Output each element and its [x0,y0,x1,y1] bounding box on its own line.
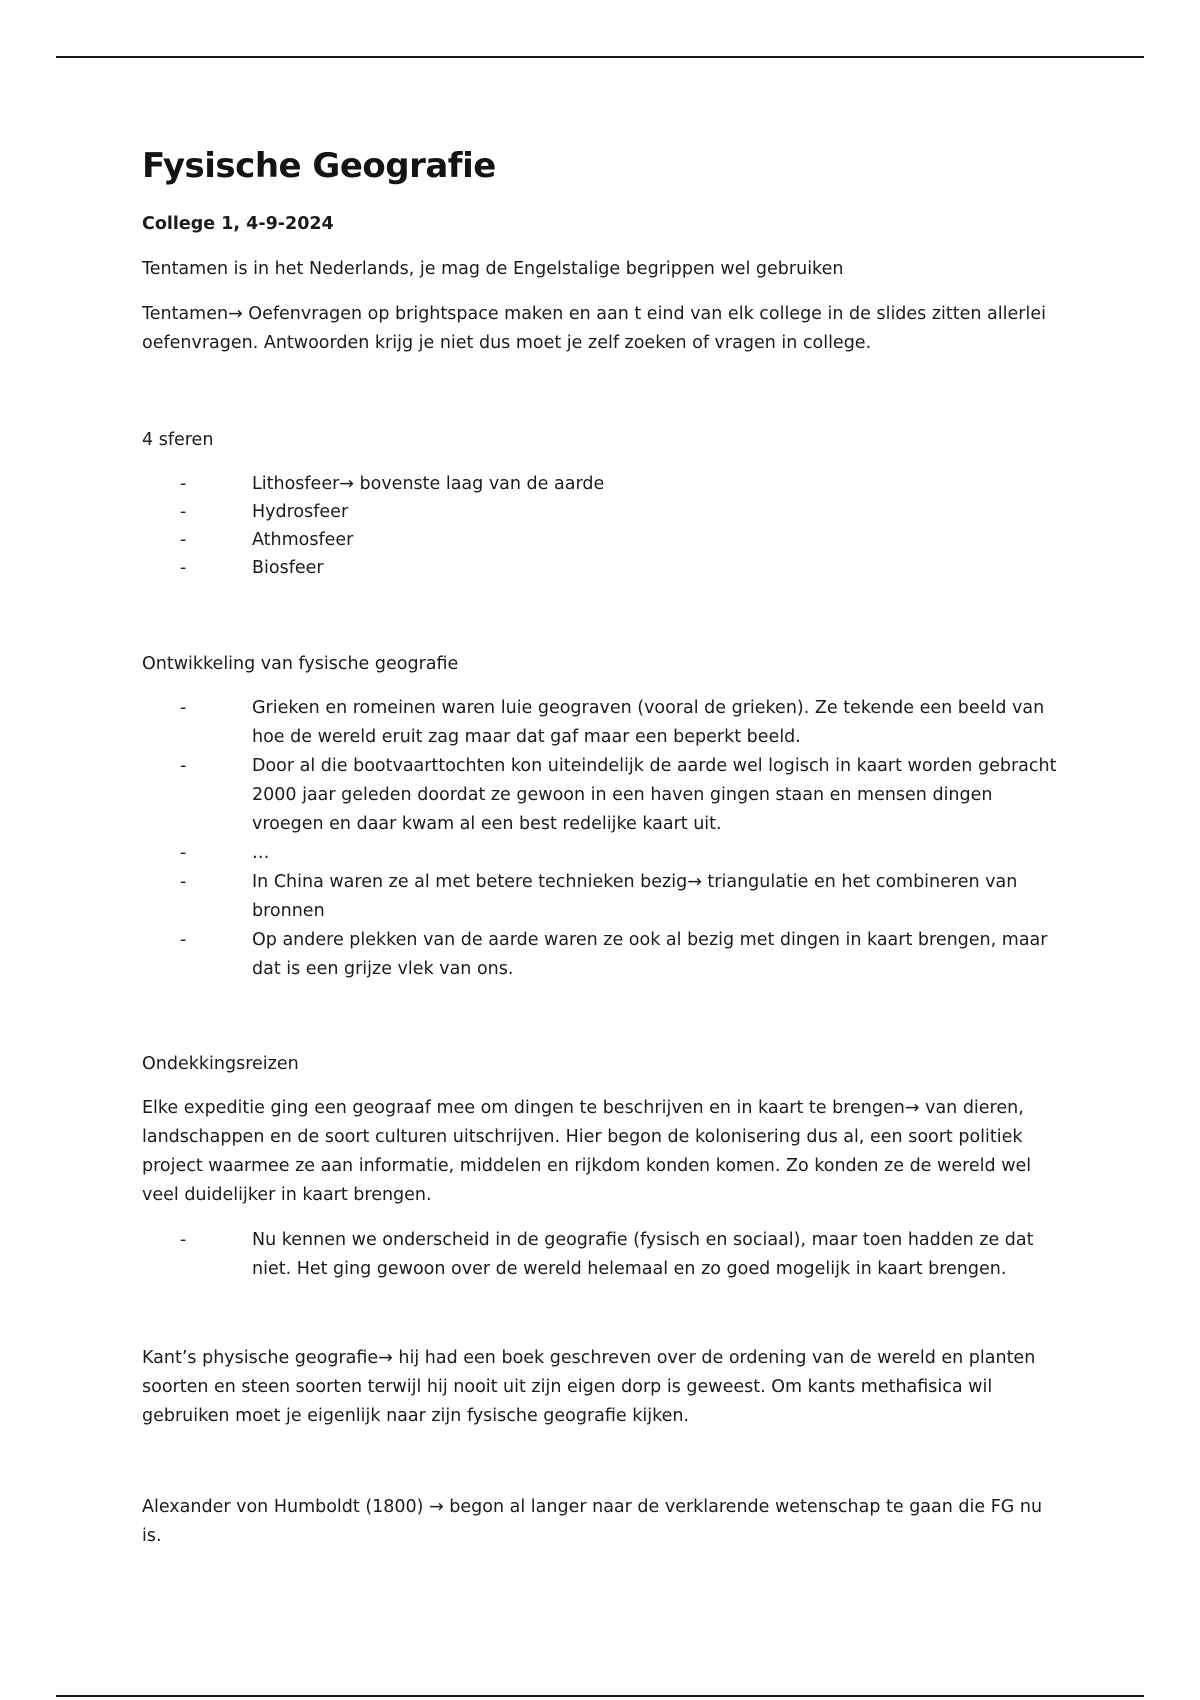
paragraph-humboldt: Alexander von Humboldt (1800) → begon al langer naar de verklarende wetenschap te gaan die FG nu is. [142,1497,1043,1546]
footer-rule [56,1695,1144,1697]
section-heading-sferen: 4 sferen [142,430,214,450]
paragraph-kant: Kant’s physische geografie→ hij had een boek geschreven over de ordening van de wereld en planten soorten en steen soorten terwijl hij nooit uit zijn eigen dorp is geweest. Om kants methafisica wil gebruiken moet je eigenlijk naar zijn fysische geografie kijken. [142,1348,1036,1426]
college-subtitle: College 1, 4-9-2024 [142,214,334,234]
paragraph-tentamen-practice: Tentamen→ Oefenvragen op brightspace maken en aan t eind van elk college in de slides zitten allerlei oefenvragen. Antwoorden krijg je niet dus moet je zelf zoeken of vragen in college. [142,304,1046,353]
section-heading-ontdekking: Ondekkingsreizen [142,1054,299,1074]
header-rule [56,56,1144,58]
paragraph-tentamen-language: Tentamen is in het Nederlands, je mag de Engelstalige begrippen wel gebruiken [142,259,844,279]
page-title: Fysische Geografie [142,146,496,186]
section-heading-ontwikkeling: Ontwikkeling van fysische geografie [142,654,459,674]
paragraph-ontdekking: Elke expeditie ging een geograaf mee om dingen te beschrijven en in kaart te brengen→ van dieren, landschappen en de soort culturen uitschrijven. Hier begon de kolonisering dus al, een soort politiek project waarmee ze aan informatie, middelen en rijkdom konden komen. Zo konden ze de wereld wel veel duidelijker in kaart brengen. [142,1098,1032,1205]
